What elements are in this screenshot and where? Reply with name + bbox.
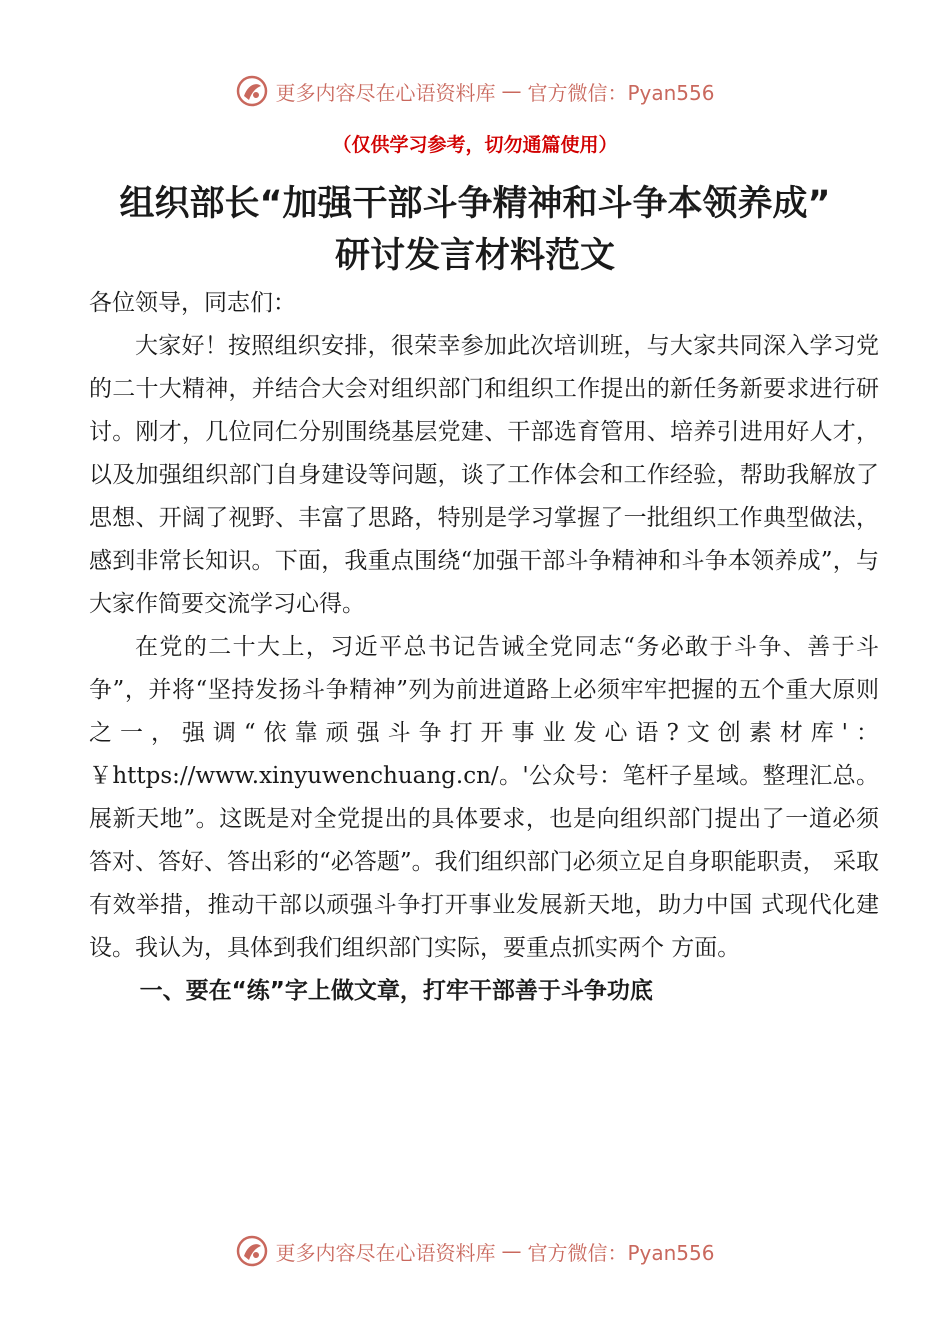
document-title bbox=[0, 178, 950, 282]
watermark-dash: — bbox=[501, 1239, 522, 1263]
watermark-text-left: 更多内容尽在心语资料库 bbox=[275, 1240, 496, 1265]
watermark-footer bbox=[0, 1234, 950, 1268]
watermark-text-right: 官方微信：Pyan556 bbox=[527, 80, 715, 105]
paragraph-1: 大家好！按照组织安排，很荣幸参加此次培训班，与大家共同深入学习党的二十大精神，并结合大会对组织部门和组织工作提出的新任务新要求进行研讨。刚才，几位同仁分别围绕基层党建、干部选育管用、培养引进用好人才，以及加强组织部门自身建设等问题，谈了工作体会和工作经验，帮助我解放了思想、开阔了视野、丰富了思路，特别是学习掌握了一批组织工作典型做法，感到非常长知识。下面，我重点围绕“加强干部斗争精神和斗争本领养成”，与大家作简要交流学习心得。 bbox=[89, 333, 879, 617]
section-heading-1: 一、要在“练”字上做文章，打牢干部善于斗争功底 bbox=[139, 978, 653, 1004]
watermark-dash: — bbox=[501, 79, 522, 103]
salutation: 各位领导，同志们： bbox=[89, 290, 296, 316]
usage-notice: （仅供学习参考，切勿通篇使用） bbox=[332, 134, 618, 156]
title-line-2: 研讨发言材料范文 bbox=[334, 236, 615, 276]
title-line-1: 组织部长“加强干部斗争精神和斗争本领养成” bbox=[119, 184, 831, 224]
seal-logo-icon bbox=[235, 1234, 269, 1268]
watermark-text-right: 官方微信：Pyan556 bbox=[527, 1240, 715, 1265]
paragraph-2: 在党的二十大上，习近平总书记告诫全党同志“务必敢于斗争、善于斗争”，并将“坚持发扬斗争精神”列为前进道路上必须牢牢把握的五个重大原则之一，强调“依靠顽强斗争打开事业发心语?文创素材库'：￥https://www.xinyuwenchuang.cn/。'公众号：笔杆子星域。整理汇总。展新天地”。这既是对全党提出的具体要求，也是向组织部门提出了一道必须答对、答好、答出彩的“必答题”。我们组织部门必须立足自身职能职责， 采取有效举措，推动干部以顽强斗争打开事业发展新天地，助力中国 式现代化建设。我认为，具体到我们组织部门实际，要重点抓实两个 方面。 bbox=[89, 634, 879, 961]
watermark-text-left: 更多内容尽在心语资料库 bbox=[275, 80, 496, 105]
document-body bbox=[89, 282, 879, 1013]
seal-logo-icon bbox=[235, 74, 269, 108]
watermark-header bbox=[0, 74, 950, 108]
